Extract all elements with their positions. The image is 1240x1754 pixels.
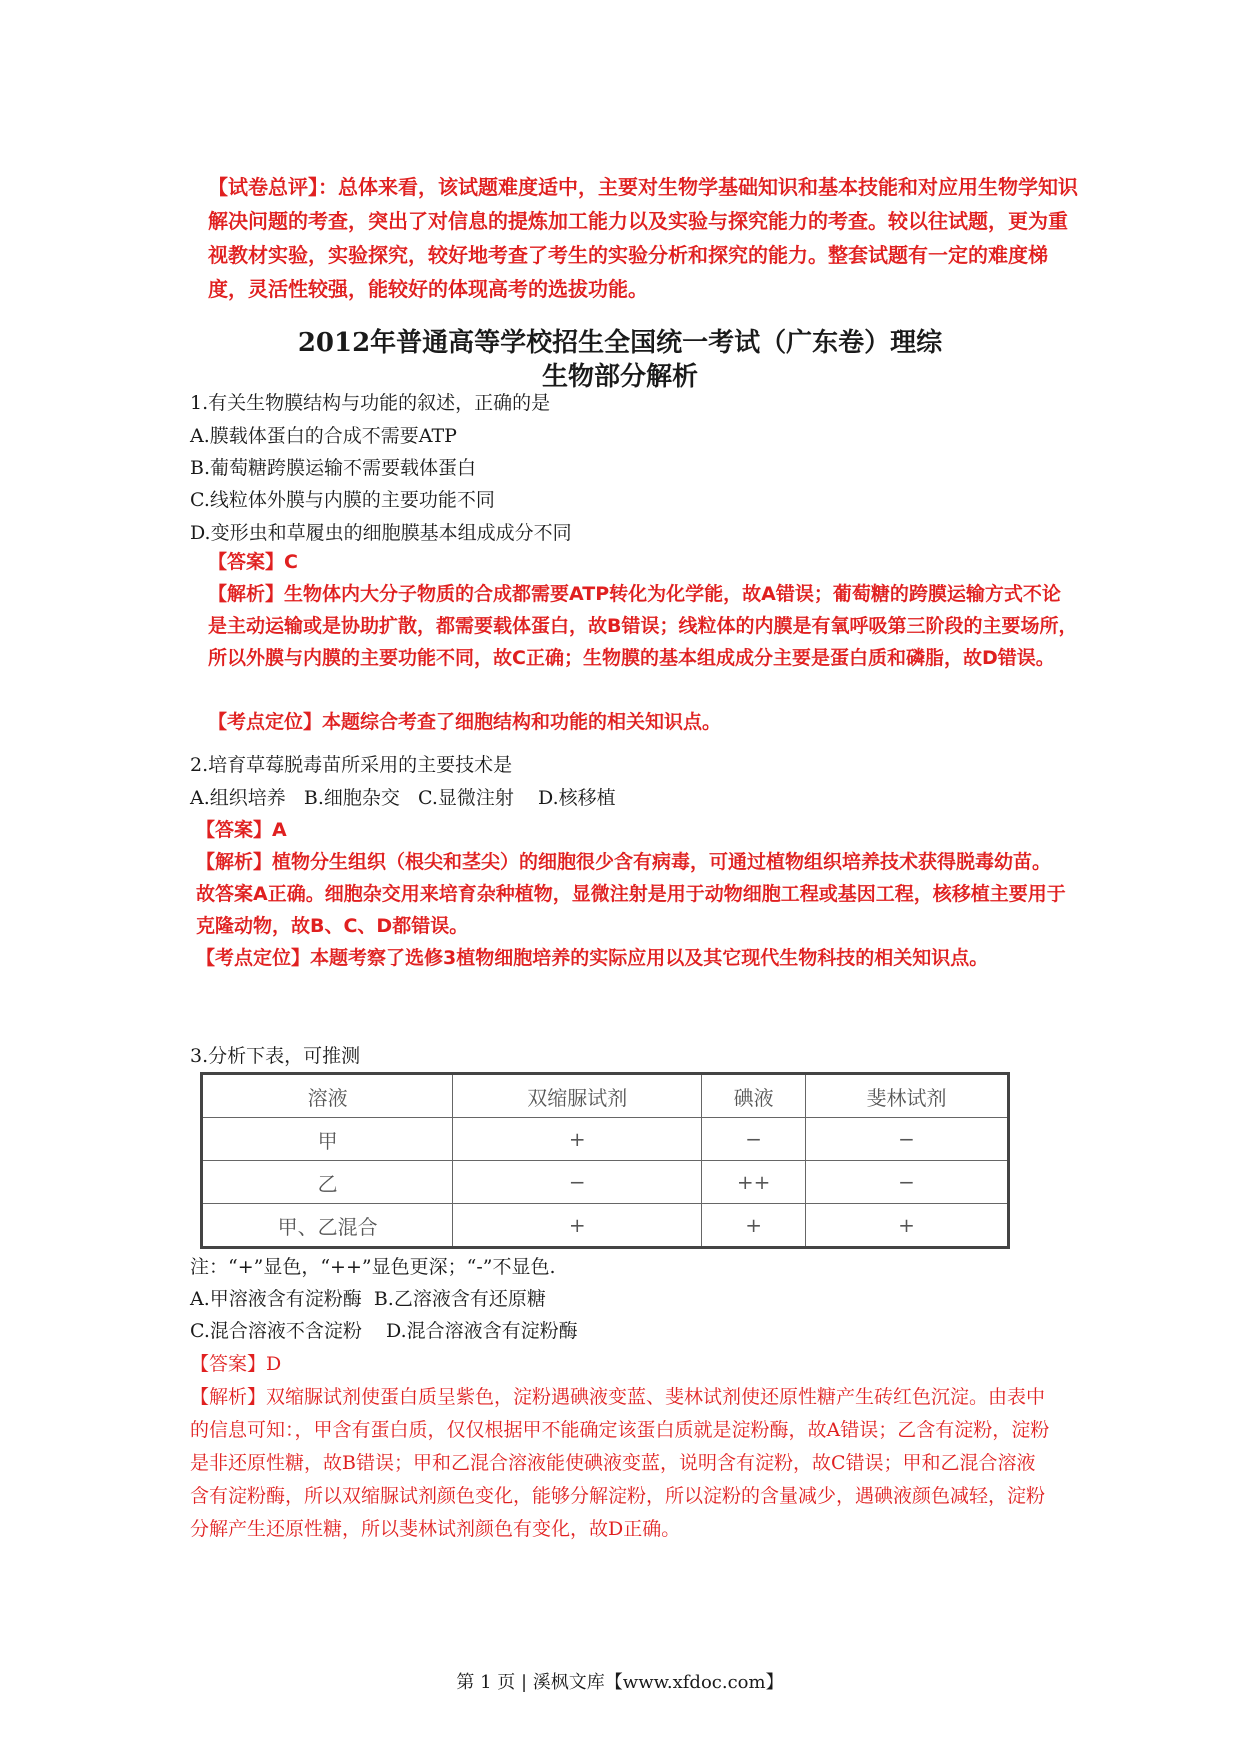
q2-stem: 2.培育草莓脱毒苗所采用的主要技术是: [190, 754, 513, 776]
table-cell: −: [702, 1118, 806, 1161]
summary-label: 【试卷总评】: [208, 175, 318, 199]
table-cell: +: [453, 1118, 702, 1161]
q3-options-cd: C.混合溶液不含淀粉 D.混合溶液含有淀粉酶: [190, 1320, 578, 1342]
table-cell: 甲: [202, 1118, 453, 1161]
q1-option-d: D.变形虫和草履虫的细胞膜基本组成成分不同: [190, 522, 572, 544]
table-cell: +: [702, 1204, 806, 1248]
q1-option-c: C.线粒体外膜与内膜的主要功能不同: [190, 489, 495, 511]
table-header: 斐林试剂: [806, 1074, 1009, 1118]
q3-options-ab: A.甲溶液含有淀粉酶 B.乙溶液含有还原糖: [190, 1288, 546, 1310]
page-subtitle: 生物部分解析: [541, 362, 698, 392]
q2-answer: 【答案】A: [196, 819, 287, 841]
table-row: [202, 1161, 1009, 1204]
q1-option-b: B.葡萄糖跨膜运输不需要载体蛋白: [190, 457, 477, 479]
q3-analysis: 【解析】双缩脲试剂使蛋白质呈紫色，淀粉遇碘液变蓝、斐林试剂使还原性糖产生砖红色沉淀。由表中的信息可知：，甲含有蛋白质，仅仅根据甲不能确定该蛋白质就是淀粉酶，故A错误；乙含有淀粉，淀粉是非还原性糖，故B错误；甲和乙混合溶液能使碘液变蓝，说明含有淀粉，故C错误；甲和乙混合溶液含有淀粉酶，所以双缩脲试剂颜色变化，能够分解淀粉，所以淀粉的含量减少，遇碘液颜色减轻，淀粉分解产生还原性糖，所以斐林试剂颜色有变化，故D正确。: [190, 1386, 1050, 1540]
table-cell: 甲、乙混合: [202, 1204, 453, 1248]
q3-stem: 3.分析下表，可推测: [190, 1045, 361, 1067]
q2-analysis: 【解析】植物分生组织（根尖和茎尖）的细胞很少含有病毒，可通过植物组织培养技术获得脱毒幼苗。故答案A正确。细胞杂交用来培育杂种植物，显微注射是用于动物细胞工程或基因工程，核移植主要用于克隆动物，故B、C、D都错误。: [196, 851, 1066, 937]
table-cell: ++: [702, 1161, 806, 1204]
table-cell: −: [453, 1161, 702, 1204]
q1-option-a: A.膜载体蛋白的合成不需要ATP: [190, 425, 457, 447]
table-cell: +: [806, 1204, 1009, 1248]
table-header: 双缩脲试剂: [453, 1074, 702, 1118]
page-footer: 第 1 页 | 溪枫文库【www.xfdoc.com】: [456, 1672, 784, 1693]
page-title: 2012年普通高等学校招生全国统一考试（广东卷）理综: [297, 328, 943, 358]
table-header-row: [202, 1074, 1009, 1118]
table-cell: −: [806, 1118, 1009, 1161]
q2-options: A.组织培养 B.细胞杂交 C.显微注射 D.核移植: [190, 787, 616, 809]
table-header: 碘液: [702, 1074, 806, 1118]
exam-summary: [208, 170, 1078, 306]
table-cell: 乙: [202, 1161, 453, 1204]
table-header: 溶液: [202, 1074, 453, 1118]
summary-text: ：总体来看，该试题难度适中，主要对生物学基础知识和基本技能和对应用生物学知识解决问题的考查，突出了对信息的提炼加工能力以及实验与探究能力的考查。较以往试题，更为重视教材实验，实验探究，较好地考查了考生的实验分析和探究的能力。整套试题有一定的难度梯度，灵活性较强，能较好的体现高考的选拔功能。: [208, 175, 1078, 301]
q3-note: 注：“+”显色，“++”显色更深；“-”不显色.: [190, 1256, 556, 1278]
table-cell: +: [453, 1204, 702, 1248]
q2-point: 【考点定位】本题考察了选修3植物细胞培养的实际应用以及其它现代生物科技的相关知识点。: [196, 947, 989, 969]
q1-point: 【考点定位】本题综合考查了细胞结构和功能的相关知识点。: [208, 711, 722, 733]
q1-analysis: 【解析】生物体内大分子物质的合成都需要ATP转化为化学能，故A错误；葡萄糖的跨膜运输方式不论是主动运输或是协助扩散，都需要载体蛋白，故B错误；线粒体的内膜是有氧呼吸第三阶段的主要场所，所以外膜与内膜的主要功能不同，故C正确；生物膜的基本组成成分主要是蛋白质和磷脂，故D错误。: [208, 583, 1078, 669]
table-row: [202, 1204, 1009, 1248]
q1-stem: 1.有关生物膜结构与功能的叙述，正确的是: [190, 392, 551, 414]
table-row: [202, 1118, 1009, 1161]
q3-answer: 【答案】D: [190, 1353, 282, 1375]
table-cell: −: [806, 1161, 1009, 1204]
q1-answer: 【答案】C: [208, 551, 298, 573]
reagent-table: [200, 1072, 1010, 1249]
